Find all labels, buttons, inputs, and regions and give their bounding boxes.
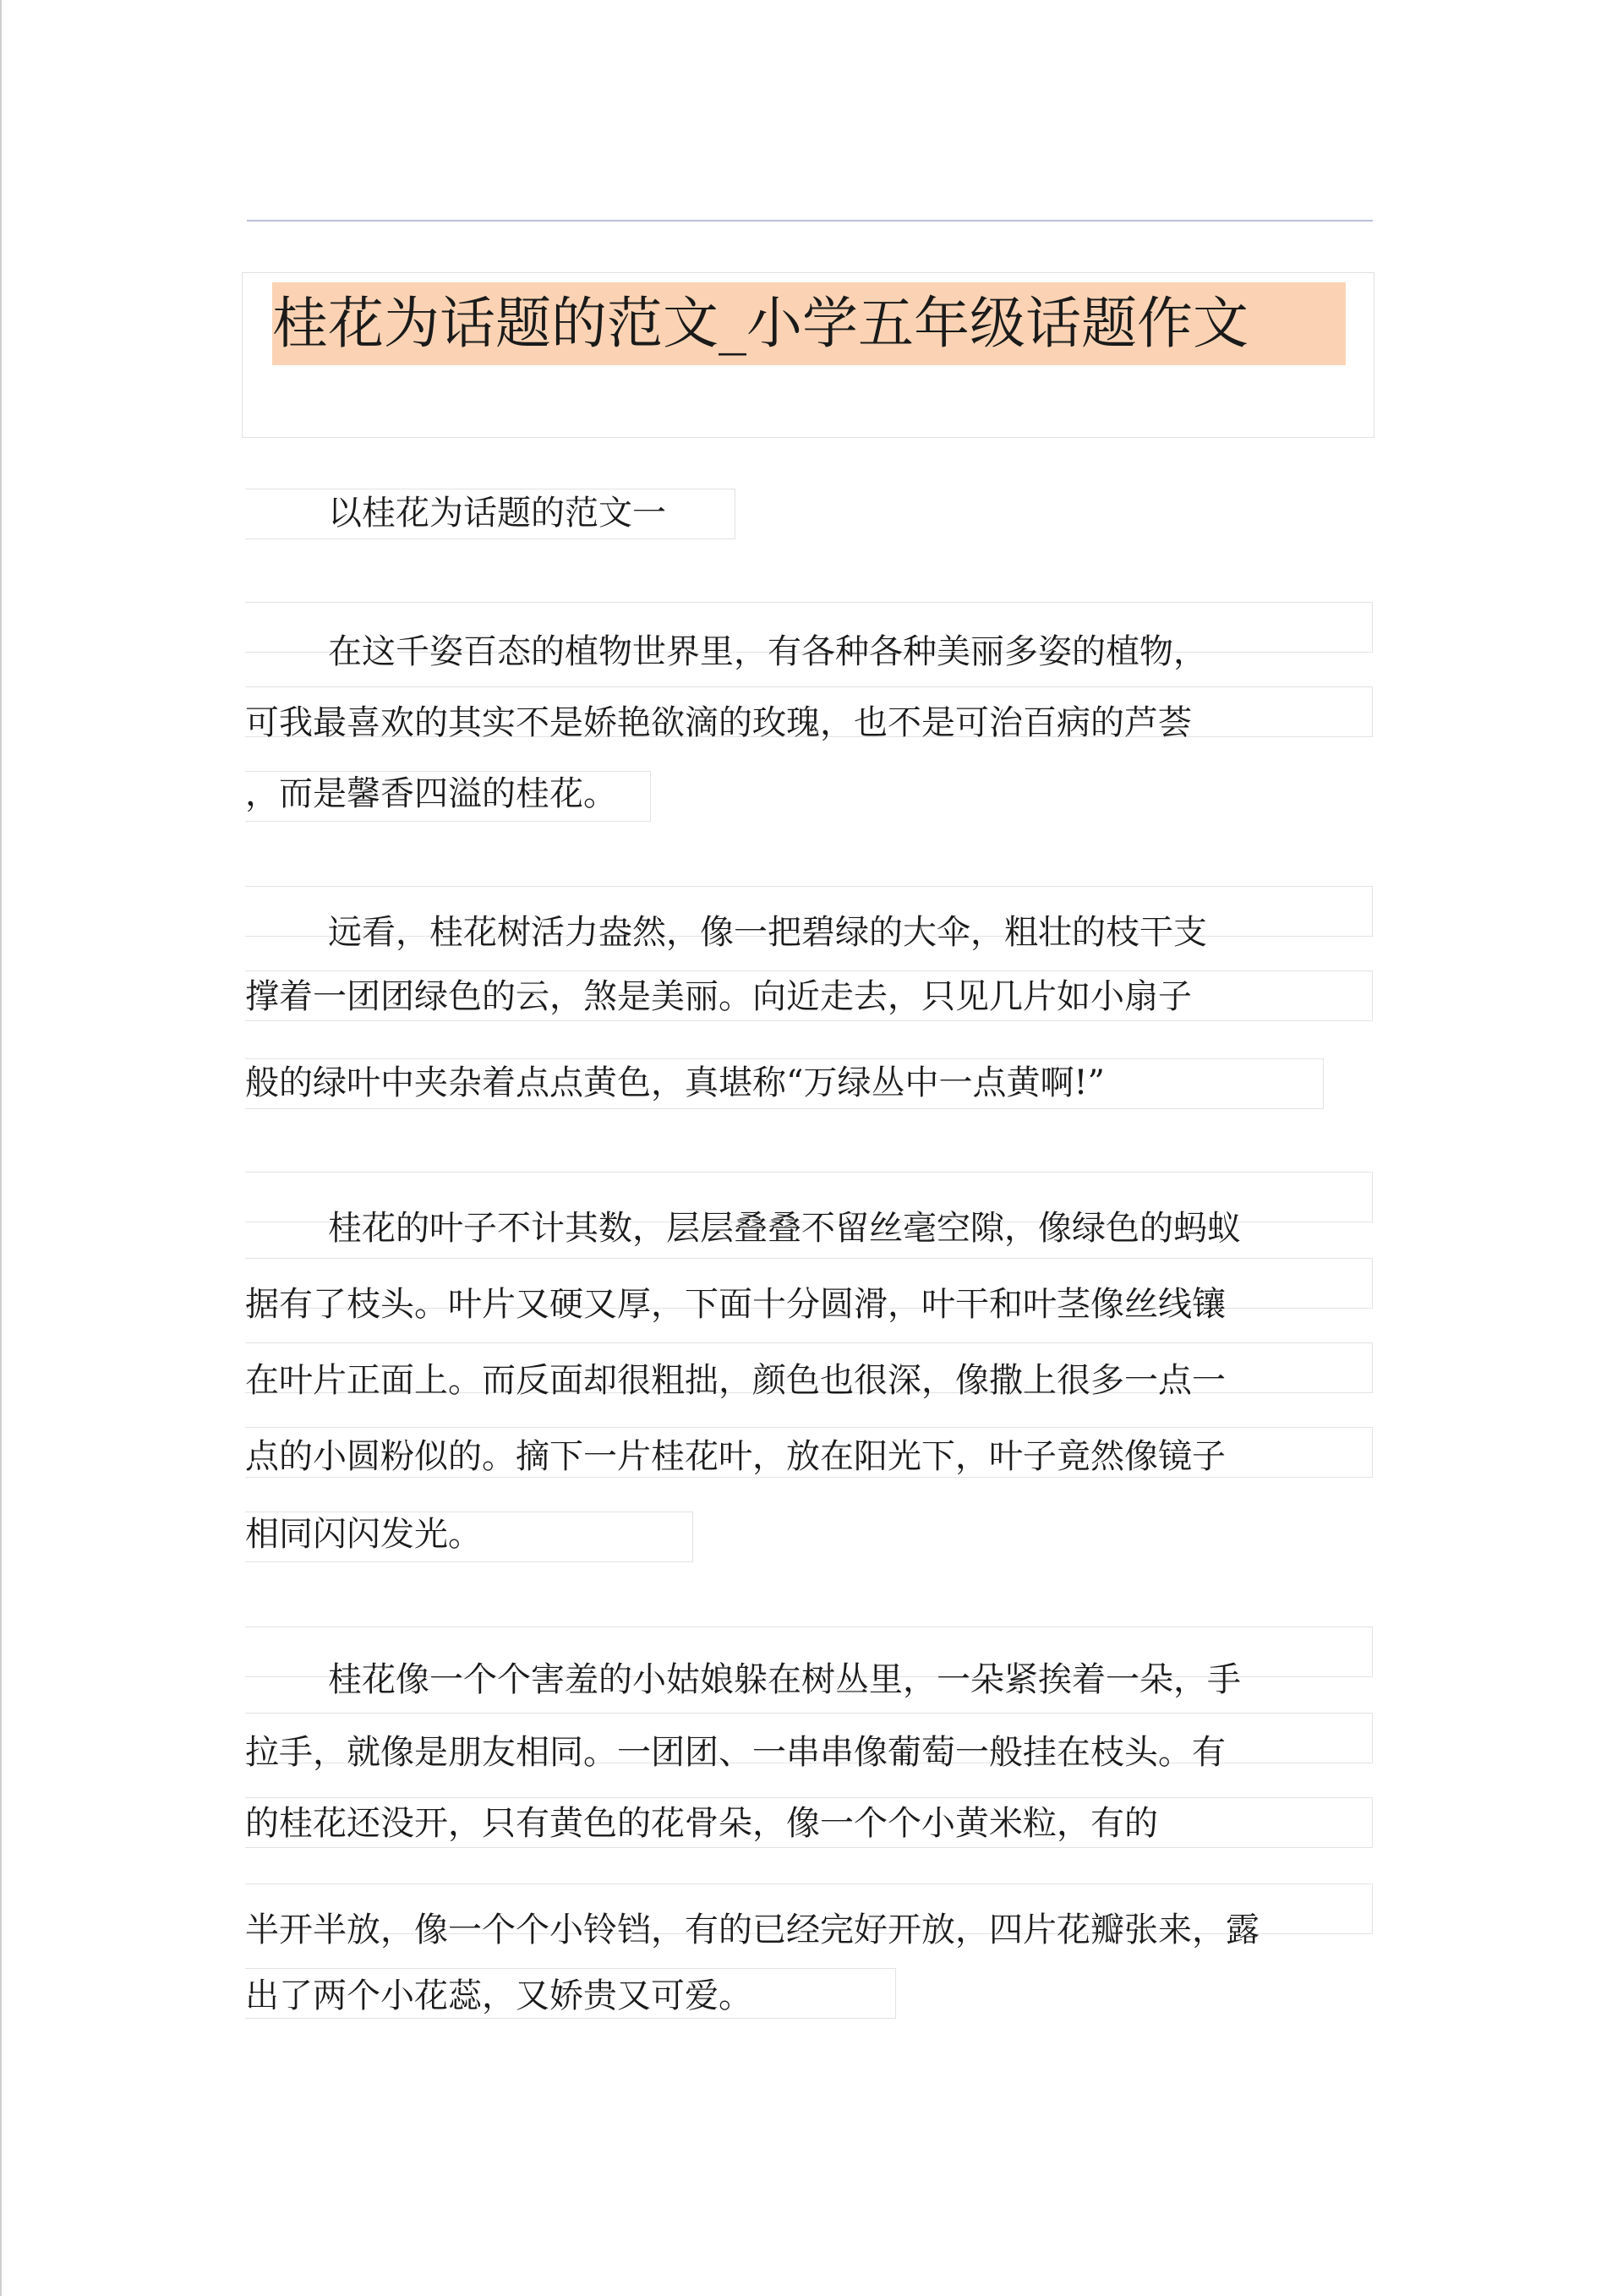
paragraph-line: 出了两个小花蕊，又娇贵又可爱。 (245, 1976, 752, 2015)
paragraph-line: 点的小圆粉似的。摘下一片桂花叶，放在阳光下，叶子竟然像镜子 (245, 1437, 1226, 1476)
paragraph-line: 撑着一团团绿色的云，煞是美丽。向近走去，只见几片如小扇子 (245, 977, 1192, 1016)
paragraph-line: 桂花的叶子不计其数，层层叠叠不留丝毫空隙，像绿色的蚂蚁 (328, 1209, 1241, 1248)
paragraph-line: 在叶片正面上。而反面却很粗拙，颜色也很深，像撒上很多一点一 (245, 1361, 1226, 1400)
paragraph-line: 般的绿叶中夹杂着点点黄色，真堪称“万绿丛中一点黄啊!” (245, 1063, 1105, 1102)
paragraph-line: 拉手，就像是朋友相同。一团团、一串串像葡萄一般挂在枝头。有 (245, 1733, 1226, 1772)
page-border (0, 0, 2, 2296)
paragraph-line: 在这千姿百态的植物世界里，有各种各种美丽多姿的植物， (328, 632, 1207, 671)
header-rule (247, 220, 1373, 221)
paragraph-line: 的桂花还没开，只有黄色的花骨朵，像一个个小黄米粒，有的 (245, 1804, 1158, 1843)
paragraph-line: ，而是馨香四溢的桂花。 (245, 774, 617, 813)
paragraph-line: 据有了枝头。叶片又硬又厚，下面十分圆滑，叶干和叶茎像丝线镶 (245, 1285, 1226, 1324)
paragraph-line: 半开半放，像一个个小铃铛，有的已经完好开放，四片花瓣张来，露 (245, 1911, 1260, 1949)
section-subheading: 以桂花为话题的范文一 (328, 494, 666, 533)
paragraph-line: 相同闪闪发光。 (245, 1515, 482, 1554)
page-title: 桂花为话题的范文_小学五年级话题作文 (272, 291, 1249, 356)
paragraph-line: 可我最喜欢的其实不是娇艳欲滴的玫瑰，也不是可治百病的芦荟 (245, 703, 1192, 742)
paragraph-line: 桂花像一个个害羞的小姑娘躲在树丛里，一朵紧挨着一朵，手 (328, 1660, 1241, 1699)
paragraph-line: 远看，桂花树活力盎然，像一把碧绿的大伞，粗壮的枝干支 (328, 913, 1207, 952)
